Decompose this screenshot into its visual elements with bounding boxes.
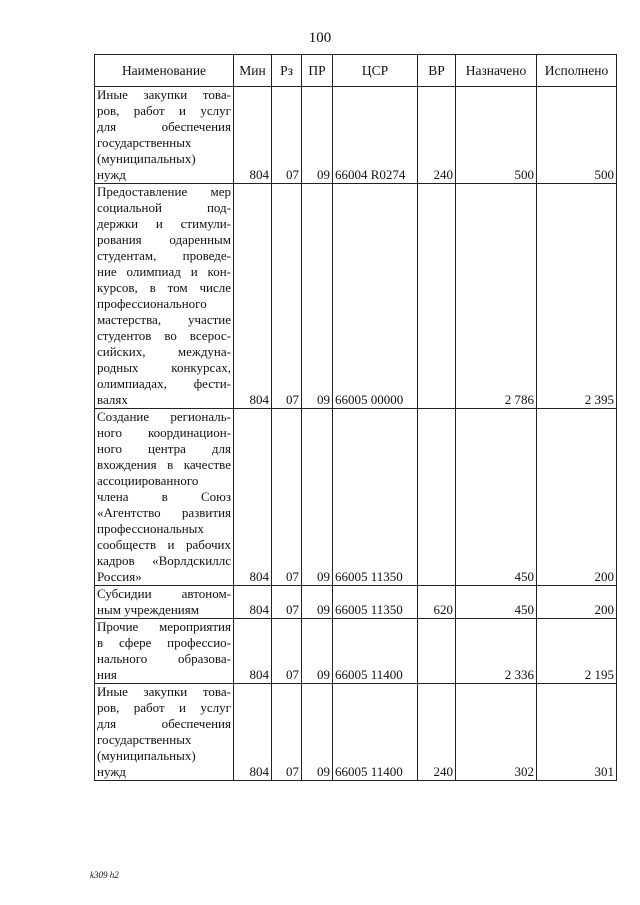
row-pr: 09 <box>302 184 333 409</box>
row-min: 804 <box>234 586 272 619</box>
row-assigned: 450 <box>456 586 537 619</box>
row-name-line: олимпиадах, фести- <box>97 376 231 391</box>
row-name-line: ров, работ и услуг <box>97 103 231 118</box>
row-rz: 07 <box>272 87 302 184</box>
row-csr: 66004 R0274 <box>333 87 418 184</box>
row-name-line: нужд <box>97 764 126 779</box>
row-pr: 09 <box>302 586 333 619</box>
row-executed: 2 195 <box>537 619 617 684</box>
header-vr: ВР <box>418 55 456 87</box>
row-min: 804 <box>234 619 272 684</box>
row-name-line: профессиональных <box>97 521 204 536</box>
row-name-line: ров, работ и услуг <box>97 700 231 715</box>
row-name-line: Иные закупки това- <box>97 87 231 102</box>
row-executed: 301 <box>537 684 617 781</box>
row-name-line: для обеспечения <box>97 716 231 731</box>
row-vr <box>418 619 456 684</box>
row-name <box>95 586 234 619</box>
header-name: Наименование <box>95 55 234 87</box>
table-row <box>95 586 617 619</box>
row-name <box>95 684 234 781</box>
row-name-line: студентам, проведе- <box>97 248 231 263</box>
row-csr: 66005 11400 <box>333 684 418 781</box>
page-number: 100 <box>308 30 332 46</box>
row-name <box>95 184 234 409</box>
row-name-line: студентов во всерос- <box>97 328 231 343</box>
row-name-line: в сфере профессио- <box>97 635 231 650</box>
row-csr: 66005 11350 <box>333 409 418 586</box>
row-name-line: государственных <box>97 732 192 747</box>
header-csr: ЦСР <box>333 55 418 87</box>
row-name-line: Прочие мероприятия <box>97 619 231 634</box>
row-executed: 500 <box>537 87 617 184</box>
row-name-line: нужд <box>97 167 126 182</box>
row-name-line: ного координацион- <box>97 425 231 440</box>
row-name-line: ассоциированного <box>97 473 199 488</box>
row-rz: 07 <box>272 409 302 586</box>
table-row <box>95 87 617 184</box>
header-assigned: Назначено <box>456 55 537 87</box>
row-name-line: ным учреждениям <box>97 602 199 617</box>
row-rz: 07 <box>272 684 302 781</box>
row-name-line: ние олимпиад и кон- <box>97 264 231 279</box>
row-name-line: курсов, в том числе <box>97 280 231 295</box>
row-name-line: Создание региональ- <box>97 409 231 424</box>
table-row <box>95 184 617 409</box>
row-rz: 07 <box>272 184 302 409</box>
row-pr: 09 <box>302 409 333 586</box>
header-min: Мин <box>234 55 272 87</box>
row-name-line: профессионального <box>97 296 207 311</box>
footer-mark: k309 h2 <box>90 870 119 880</box>
row-assigned: 500 <box>456 87 537 184</box>
row-min: 804 <box>234 409 272 586</box>
row-name-line: социальной под- <box>97 200 231 215</box>
header-pr: ПР <box>302 55 333 87</box>
row-name-line: Предоставление мер <box>97 184 231 199</box>
row-assigned: 2 336 <box>456 619 537 684</box>
row-name-line: ния <box>97 667 117 682</box>
table-row <box>95 409 617 586</box>
row-vr: 240 <box>418 684 456 781</box>
row-min: 804 <box>234 87 272 184</box>
header-rz: Рз <box>272 55 302 87</box>
header-executed: Исполнено <box>537 55 617 87</box>
table-body <box>95 87 617 781</box>
row-name-line: Субсидии автоном- <box>97 586 231 601</box>
row-name-line: для обеспечения <box>97 119 231 134</box>
row-assigned: 450 <box>456 409 537 586</box>
row-name-line: сийских, междуна- <box>97 344 231 359</box>
row-name-line: (муниципальных) <box>97 748 196 763</box>
row-assigned: 302 <box>456 684 537 781</box>
row-name <box>95 409 234 586</box>
row-name-line: члена в Союз <box>97 489 231 504</box>
row-min: 804 <box>234 184 272 409</box>
row-executed: 200 <box>537 409 617 586</box>
row-rz: 07 <box>272 619 302 684</box>
table-row <box>95 619 617 684</box>
row-executed: 200 <box>537 586 617 619</box>
row-assigned: 2 786 <box>456 184 537 409</box>
row-name-line: держки и стимули- <box>97 216 231 231</box>
row-pr: 09 <box>302 619 333 684</box>
row-csr: 66005 00000 <box>333 184 418 409</box>
row-vr: 240 <box>418 87 456 184</box>
row-name-line: рования одаренным <box>97 232 231 247</box>
row-name-line: «Агентство развития <box>97 505 231 520</box>
row-pr: 09 <box>302 684 333 781</box>
row-executed: 2 395 <box>537 184 617 409</box>
row-name <box>95 87 234 184</box>
row-csr: 66005 11400 <box>333 619 418 684</box>
row-name-line: ного центра для <box>97 441 231 456</box>
budget-table <box>94 54 617 781</box>
table-row <box>95 684 617 781</box>
row-name-line: Иные закупки това- <box>97 684 231 699</box>
row-name-line: Россия» <box>97 569 142 584</box>
header-row <box>95 55 617 87</box>
row-name-line: кадров «Ворлдскиллс <box>97 553 231 568</box>
row-rz: 07 <box>272 586 302 619</box>
row-pr: 09 <box>302 87 333 184</box>
row-min: 804 <box>234 684 272 781</box>
row-name-line: (муниципальных) <box>97 151 196 166</box>
row-name-line: государственных <box>97 135 192 150</box>
row-csr: 66005 11350 <box>333 586 418 619</box>
row-name-line: нального образова- <box>97 651 231 666</box>
row-name-line: валях <box>97 392 128 407</box>
row-name-line: вхождения в качестве <box>97 457 231 472</box>
row-vr <box>418 184 456 409</box>
row-name-line: родных конкурсах, <box>97 360 231 375</box>
row-name-line: сообществ и рабочих <box>97 537 231 552</box>
row-vr <box>418 409 456 586</box>
row-vr: 620 <box>418 586 456 619</box>
row-name-line: мастерства, участие <box>97 312 231 327</box>
row-name <box>95 619 234 684</box>
